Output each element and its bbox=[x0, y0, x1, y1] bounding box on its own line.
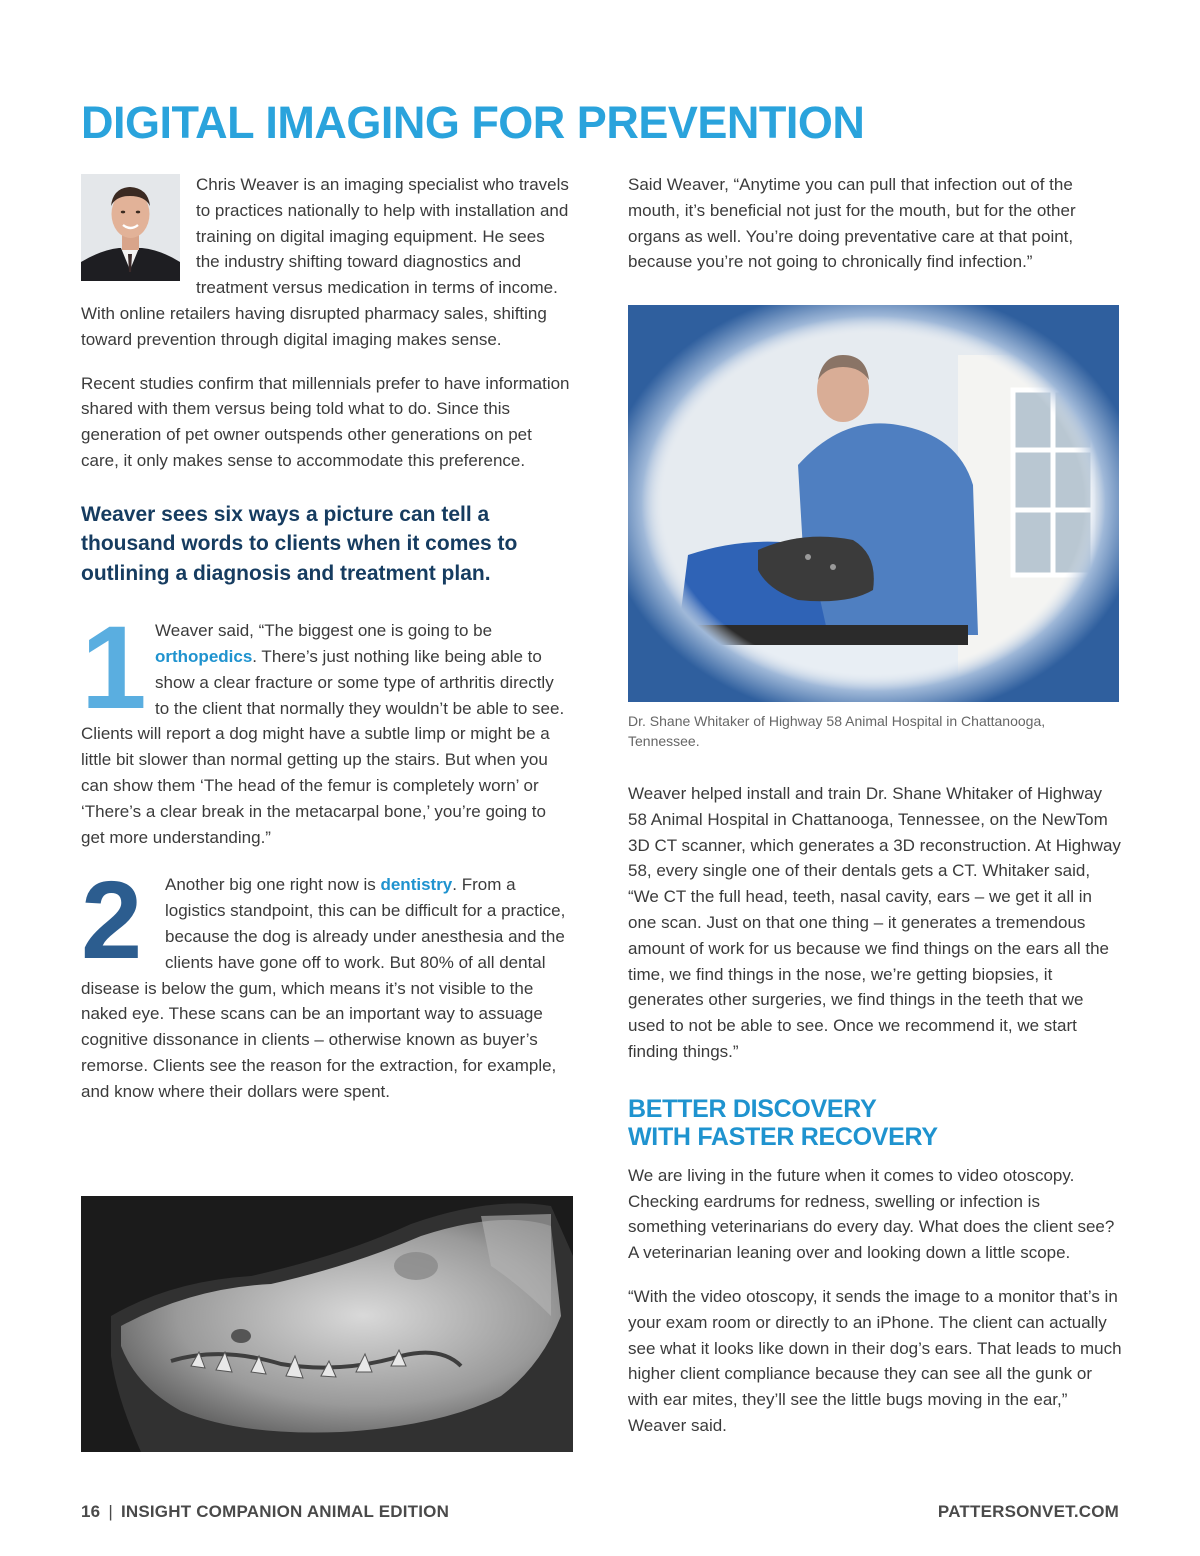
photo-caption: Dr. Shane Whitaker of Highway 58 Animal Hospital in Chattanooga, Tennessee. bbox=[628, 713, 1046, 749]
vet-with-dog-photo bbox=[628, 305, 1119, 702]
photo-caption-block bbox=[628, 711, 1048, 751]
numbered-item-2 bbox=[81, 859, 571, 1104]
footer-divider: | bbox=[108, 1502, 113, 1521]
item-2-post: . From a logistics standpoint, this can be difficult for a practice, because the dog is already under anesthesia and the clients have gone off to work. But 80% of all dental disease is below the gum, which means it’s not visible to the naked eye. These scans can be an important way to assuage cognitive dissonance in clients – otherwise known as buyer’s remorse. Clients see the reason for the extraction, for example, and know where their dollars were spent. bbox=[81, 875, 566, 1101]
section-heading-line-2: WITH FASTER RECOVERY bbox=[628, 1122, 938, 1151]
section-heading bbox=[628, 1095, 1123, 1151]
ct-skull-image bbox=[81, 1196, 573, 1452]
item-1-post: . There’s just nothing like being able to show a clear fracture or some type of arthritis directly to the client that normally they wouldn’t be able to see. Clients will report a dog might have a subtle limp or might be a little bit slower than normal getting up the stairs. But when you can show them ‘The head of the femur is completely worn’ or ‘There’s a clear break in the metacarpal bone,’ you’re going to get more understanding.” bbox=[81, 647, 565, 847]
keyword-orthopedics: orthopedics bbox=[155, 647, 253, 667]
section-heading-line-1: BETTER DISCOVERY bbox=[628, 1094, 877, 1123]
number-one-dropcap: 1 bbox=[81, 602, 141, 735]
footer-publication bbox=[81, 1502, 449, 1522]
keyword-dentistry: dentistry bbox=[380, 875, 453, 895]
page-title: DIGITAL IMAGING FOR PREVENTION bbox=[81, 97, 865, 148]
publication-name: INSIGHT COMPANION ANIMAL EDITION bbox=[120, 1502, 450, 1521]
headshot-photo bbox=[81, 174, 180, 281]
right-column bbox=[628, 172, 1123, 275]
section-subhead: Weaver sees six ways a picture can tell a thousand words to clients when it comes to outlining a diagnosis and treatment plan. bbox=[81, 502, 518, 585]
right-column-lower bbox=[628, 781, 1123, 1439]
otoscopy-paragraph-2: “With the video otoscopy, it sends the image to a monitor that’s in your exam room or directly to an iPhone. The client can actually see what it looks like down in their dog’s ears. That leads to much higher client compliance because they can see all the gunk or with ear mites, they’ll see the little bugs moving in the ear,” Weaver said. bbox=[628, 1286, 1122, 1435]
weaver-quote-paragraph: Said Weaver, “Anytime you can pull that infection out of the mouth, it’s beneficial not just for the mouth, but for the other organs as well. You’re doing preventative care at that point, because you’re not going to chronically find infection.” bbox=[628, 175, 1076, 272]
footer-website[interactable]: PATTERSONVET.COM bbox=[937, 1502, 1119, 1521]
intro-paragraph-2: Recent studies confirm that millennials prefer to have information shared with them versus being told what to do. Since this generation of pet owner outspends other generations on pet care, it only makes sense to accommodate this preference. bbox=[81, 373, 570, 470]
whitaker-paragraph: Weaver helped install and train Dr. Shane Whitaker of Highway 58 Animal Hospital in Chattanooga, Tennessee, on the NewTom 3D CT scanner, which generates a 3D reconstruction. At Highway 58, every single one of their dentals gets a CT. Whitaker said, “We CT the full head, teeth, nasal cavity, ears – we get it all in one scan. Just on that one thing – it generates a tremendous amount of work for us because we find things on the ears all the time, we find things in the nose, we’re getting biopsies, it generates other surgeries, we find things in the teeth that we used to not be able to see. Once we recommend it, we start finding things.” bbox=[628, 784, 1121, 1061]
item-2-pre: Another big one right now is bbox=[165, 875, 381, 895]
intro-paragraph-1: Chris Weaver is an imaging specialist who travels to practices nationally to help with installation and training on digital imaging equipment. He sees the industry shifting toward diagnostics and treatment versus medication in terms of income. With online retailers having disrupted pharmacy sales, shifting toward prevention through digital imaging makes sense. bbox=[81, 175, 569, 349]
item-2-text bbox=[81, 859, 571, 1104]
numbered-item-1 bbox=[81, 602, 571, 850]
item-1-text bbox=[81, 602, 571, 850]
page-number: 16 bbox=[81, 1502, 101, 1521]
item-1-pre: Weaver said, “The biggest one is going to be bbox=[155, 621, 493, 641]
number-two-dropcap: 2 bbox=[81, 859, 143, 983]
otoscopy-paragraph-1: We are living in the future when it comes to video otoscopy. Checking eardrums for redness, swelling or infection is something veterinarians do every day. What does the client see? A veterinarian leaning over and looking down a little scope. bbox=[628, 1165, 1115, 1263]
left-column bbox=[81, 172, 571, 1105]
